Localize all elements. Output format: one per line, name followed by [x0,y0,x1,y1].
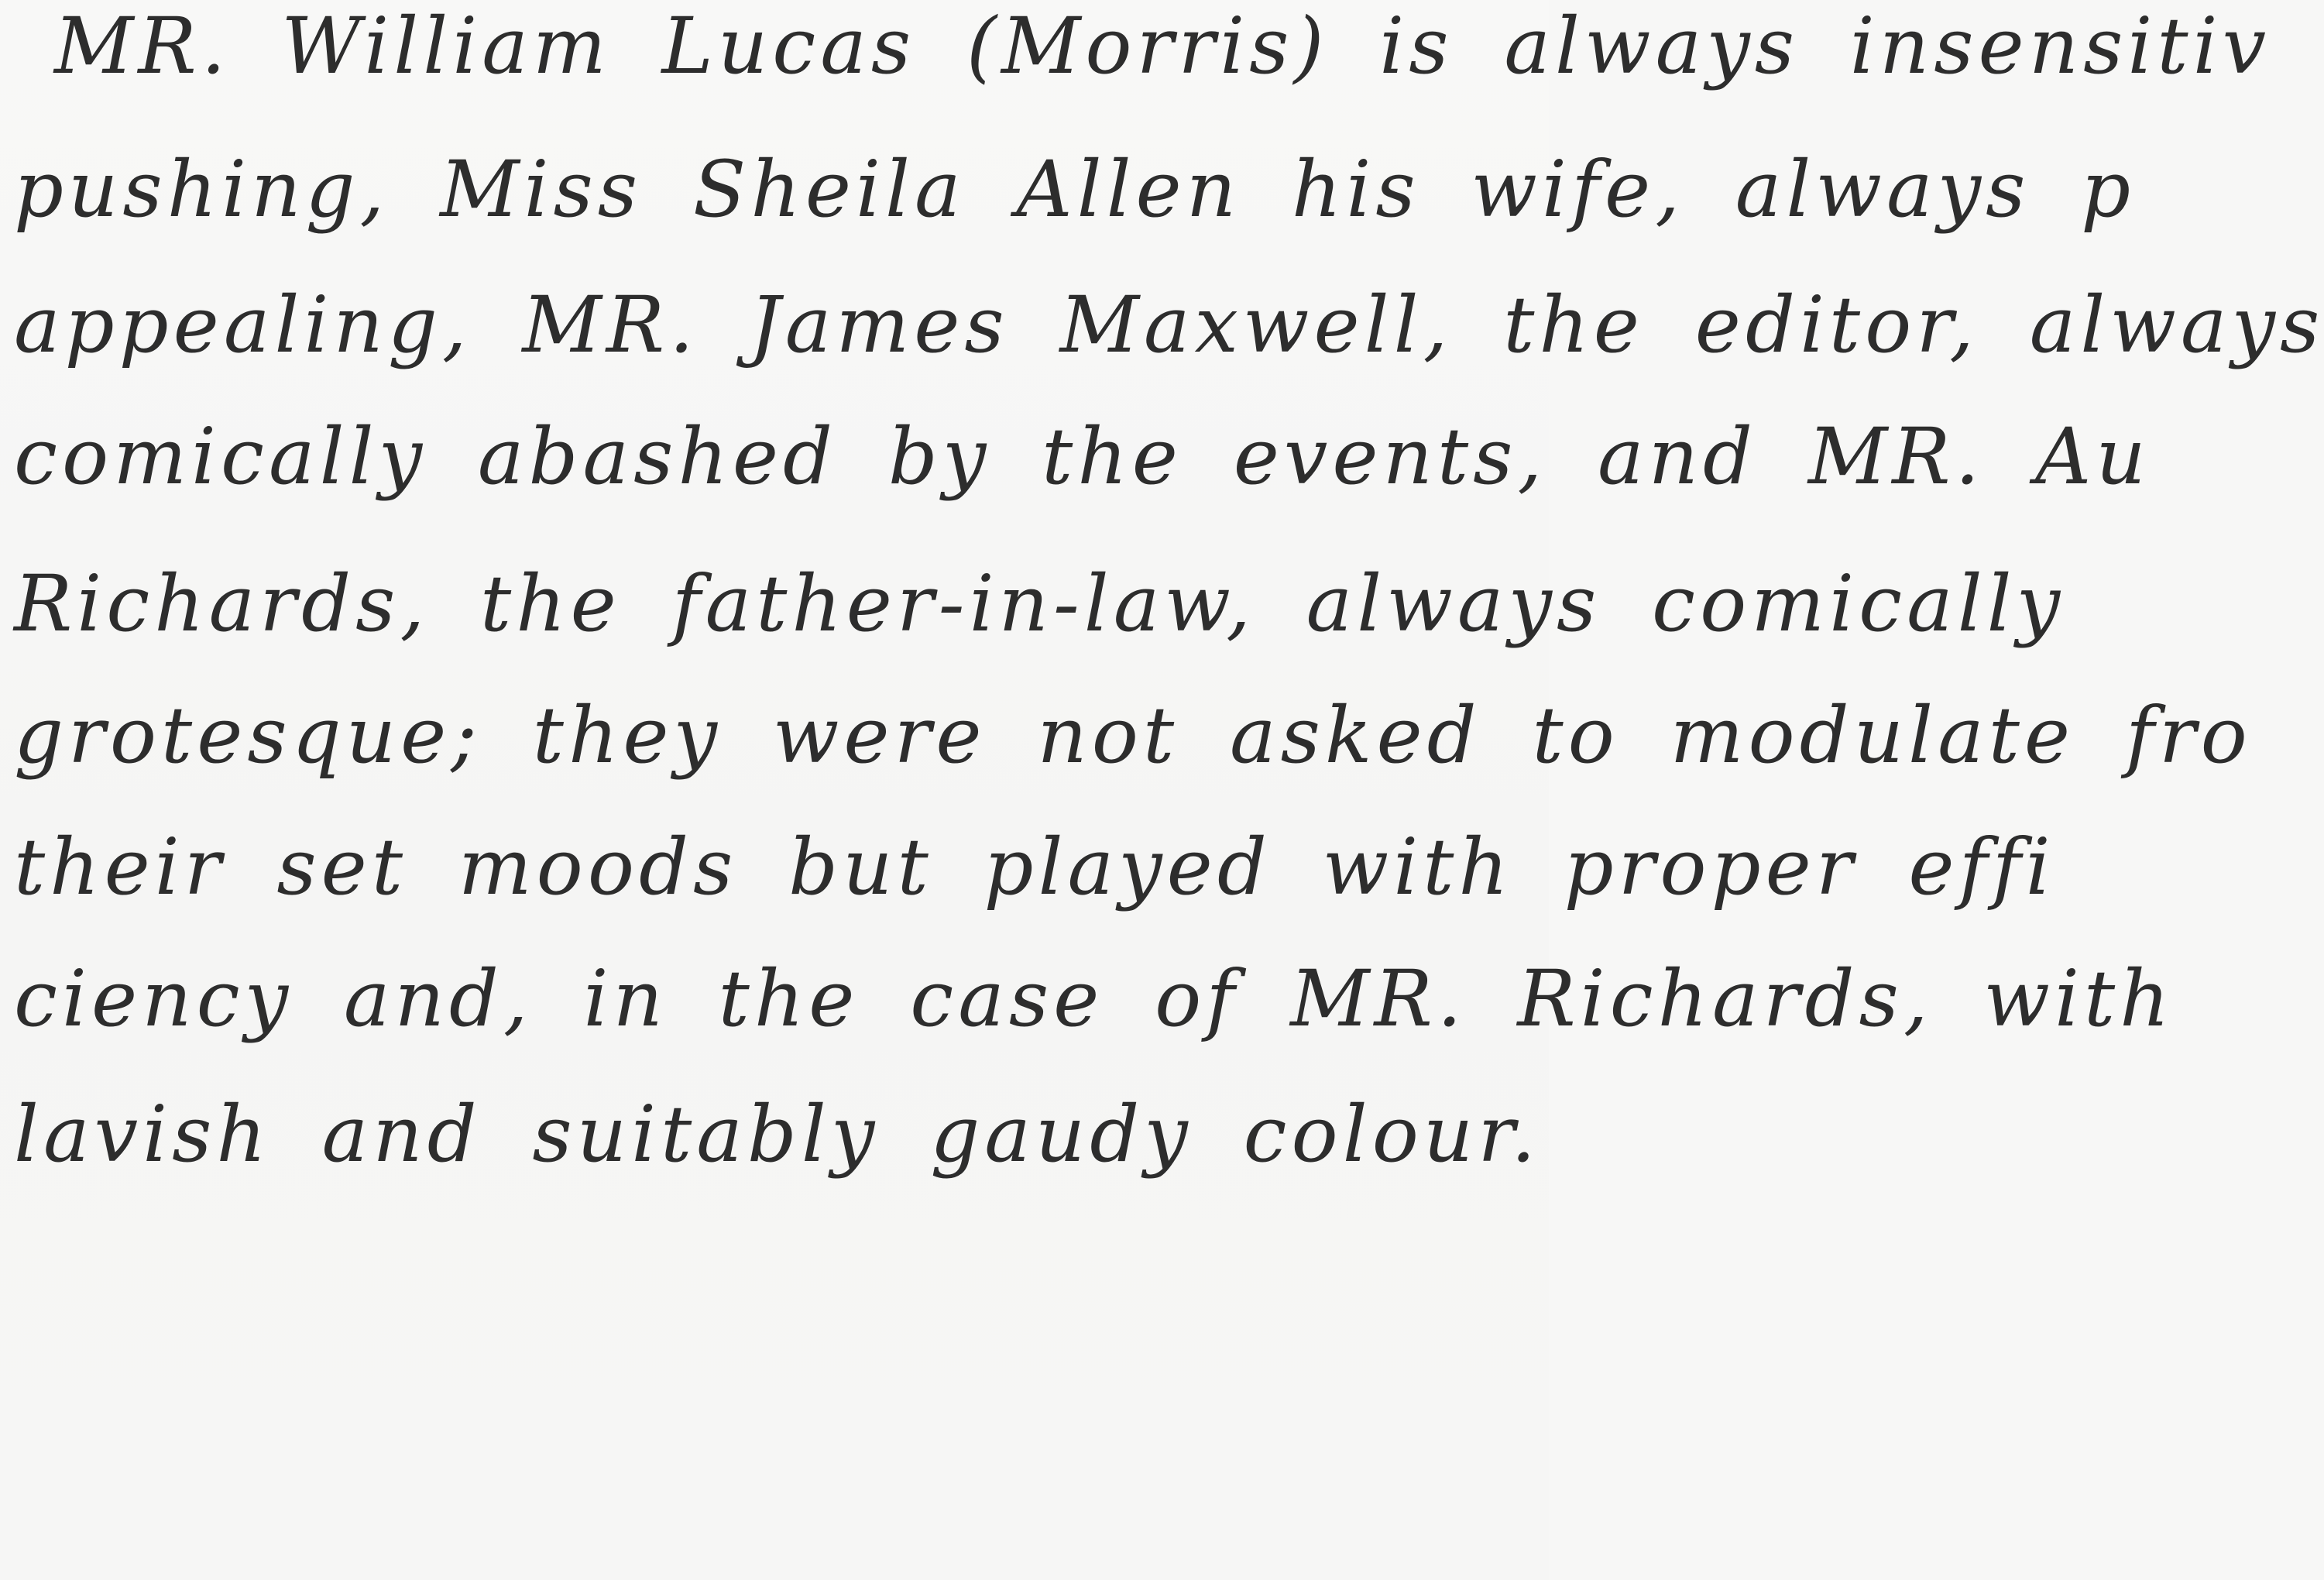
handwritten-line-8: ciency and, in the case of MR. Richards, with [14,953,2175,1044]
handwritten-line-5: Richards, the father-in-law, always comically [14,558,2065,649]
handwritten-line-7: their set moods but played with proper effi [14,822,2055,912]
handwritten-line-6: grotesque; they were not asked to modulate fro [14,690,2252,781]
handwritten-line-3: appealing, MR. James Maxwell, the editor, always [14,280,2324,370]
handwritten-line-1: MR. William Lucas (Morris) is always insensitiv [54,1,2271,91]
handwritten-line-9: lavish and suitably gaudy colour. [14,1089,1540,1180]
handwritten-line-4: comically abashed by the events, and MR. Au [14,411,2151,502]
handwritten-line-2: pushing, Miss Sheila Allen his wife, always p [14,144,2136,235]
